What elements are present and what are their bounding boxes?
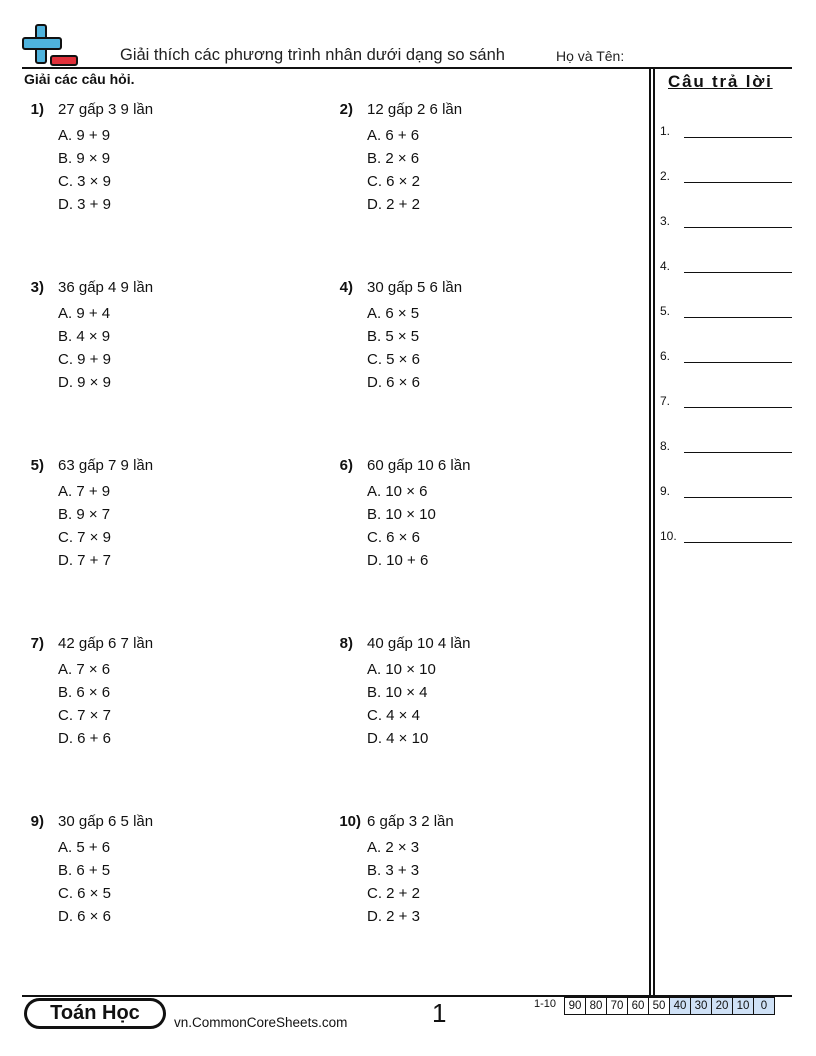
question-stem: 36 gấp 4 9 lần: [58, 279, 154, 296]
answer-blank[interactable]: [660, 394, 792, 412]
answer-option: A. 5 + 6: [58, 839, 111, 856]
question-number: 8): [339, 635, 353, 652]
header-rule: [22, 67, 792, 69]
answer-number: 8.: [660, 439, 671, 453]
answer-option: A. 10 × 6: [367, 483, 428, 500]
answer-option: A. 9 + 4: [58, 305, 111, 322]
answers-title: Câu trả lời: [668, 72, 773, 91]
answer-option: C. 2 + 2: [367, 885, 420, 902]
answer-number: 3.: [660, 214, 671, 228]
answer-option: C. 7 × 9: [58, 529, 111, 546]
answer-option: D. 10 + 6: [367, 552, 429, 569]
score-cell: 10: [733, 997, 754, 1015]
answer-option: B. 6 × 6: [58, 684, 111, 701]
score-table: [564, 997, 775, 1015]
answer-option: C. 7 × 7: [58, 707, 111, 724]
answer-blank[interactable]: [660, 439, 792, 457]
answer-number: 5.: [660, 304, 671, 318]
answer-blank[interactable]: [660, 484, 792, 502]
answer-line: [684, 362, 792, 363]
answer-blank[interactable]: [660, 304, 792, 322]
score-cell: 30: [691, 997, 712, 1015]
answer-option: C. 3 × 9: [58, 173, 111, 190]
score-range-label: 1-10: [534, 998, 557, 1010]
name-label: Họ và Tên:: [556, 48, 625, 64]
answer-option: B. 10 × 10: [367, 506, 436, 523]
score-cell: 60: [628, 997, 649, 1015]
score-cell: 20: [712, 997, 733, 1015]
answer-line: [684, 137, 792, 138]
answer-option: B. 6 + 5: [58, 862, 111, 879]
answer-blank[interactable]: [660, 259, 792, 277]
question-number: 9): [30, 813, 44, 830]
answer-option: D. 4 × 10: [367, 730, 429, 747]
question-number: 5): [30, 457, 44, 474]
answer-option: A. 7 × 6: [58, 661, 111, 678]
question-number: 4): [339, 279, 353, 296]
answer-option: D. 9 × 9: [58, 374, 111, 391]
answer-line: [684, 407, 792, 408]
answer-blank[interactable]: [660, 124, 792, 142]
answer-number: 7.: [660, 394, 671, 408]
instruction: Giải các câu hỏi.: [24, 71, 135, 87]
question-stem: 12 gấp 2 6 lần: [367, 101, 463, 118]
score-cell: 0: [754, 997, 775, 1015]
answer-option: B. 10 × 4: [367, 684, 428, 701]
answer-option: A. 9 + 9: [58, 127, 111, 144]
answer-line: [684, 227, 792, 228]
answer-line: [684, 272, 792, 273]
answer-option: C. 6 × 5: [58, 885, 111, 902]
page-number: 1: [432, 998, 447, 1028]
answer-line: [684, 497, 792, 498]
answer-option: D. 3 + 9: [58, 196, 111, 213]
answer-number: 9.: [660, 484, 671, 498]
answer-option: B. 9 × 9: [58, 150, 111, 167]
answer-number: 6.: [660, 349, 671, 363]
answer-option: D. 2 + 2: [367, 196, 420, 213]
answer-option: C. 9 + 9: [58, 351, 111, 368]
answer-number: 2.: [660, 169, 671, 183]
score-cell: 90: [565, 997, 586, 1015]
score-cell: 70: [607, 997, 628, 1015]
worksheet-title: Giải thích các phương trình nhân dưới dạng so sánh: [120, 46, 505, 64]
answer-option: D. 2 + 3: [367, 908, 420, 925]
answer-blank[interactable]: [660, 349, 792, 367]
answer-number: 4.: [660, 259, 671, 273]
column-divider-inner: [653, 68, 655, 996]
answer-option: D. 7 + 7: [58, 552, 111, 569]
answer-option: B. 5 × 5: [367, 328, 420, 345]
column-divider: [649, 68, 651, 996]
question-stem: 42 gấp 6 7 lần: [58, 635, 154, 652]
answer-option: C. 6 × 6: [367, 529, 420, 546]
question-stem: 30 gấp 5 6 lần: [367, 279, 463, 296]
answer-option: D. 6 × 6: [367, 374, 420, 391]
brand-badge: [24, 998, 166, 1029]
site-url: vn.CommonCoreSheets.com: [174, 1015, 348, 1030]
score-cell: 50: [649, 997, 670, 1015]
question-number: 1): [30, 101, 44, 118]
answer-option: A. 2 × 3: [367, 839, 420, 856]
question-number: 2): [339, 101, 353, 118]
answer-line: [684, 542, 792, 543]
question-stem: 30 gấp 6 5 lần: [58, 813, 154, 830]
answer-option: B. 2 × 6: [367, 150, 420, 167]
logo-icon: [22, 24, 80, 68]
question-stem: 60 gấp 10 6 lần: [367, 457, 471, 474]
answer-line: [684, 452, 792, 453]
answer-option: C. 4 × 4: [367, 707, 420, 724]
brand-label: Toán Học: [27, 1001, 163, 1026]
question-number: 3): [30, 279, 44, 296]
answer-blank[interactable]: [660, 169, 792, 187]
answer-line: [684, 317, 792, 318]
score-cell: 80: [586, 997, 607, 1015]
question-number: 10): [339, 813, 361, 830]
question-stem: 27 gấp 3 9 lần: [58, 101, 154, 118]
score-cell: 40: [670, 997, 691, 1015]
answer-number: 10.: [660, 529, 677, 543]
answer-option: B. 9 × 7: [58, 506, 111, 523]
answer-option: D. 6 × 6: [58, 908, 111, 925]
question-stem: 6 gấp 3 2 lần: [367, 813, 454, 830]
answer-option: C. 6 × 2: [367, 173, 420, 190]
answer-line: [684, 182, 792, 183]
question-stem: 40 gấp 10 4 lần: [367, 635, 471, 652]
answer-option: D. 6 + 6: [58, 730, 111, 747]
answer-option: A. 6 × 5: [367, 305, 420, 322]
answer-number: 1.: [660, 124, 671, 138]
answer-option: A. 10 × 10: [367, 661, 436, 678]
answer-option: B. 3 + 3: [367, 862, 420, 879]
question-number: 7): [30, 635, 44, 652]
answer-blank[interactable]: [660, 529, 792, 547]
answer-option: B. 4 × 9: [58, 328, 111, 345]
answer-option: A. 6 + 6: [367, 127, 420, 144]
question-stem: 63 gấp 7 9 lần: [58, 457, 154, 474]
answer-blank[interactable]: [660, 214, 792, 232]
question-number: 6): [339, 457, 353, 474]
answer-option: A. 7 + 9: [58, 483, 111, 500]
answer-option: C. 5 × 6: [367, 351, 420, 368]
